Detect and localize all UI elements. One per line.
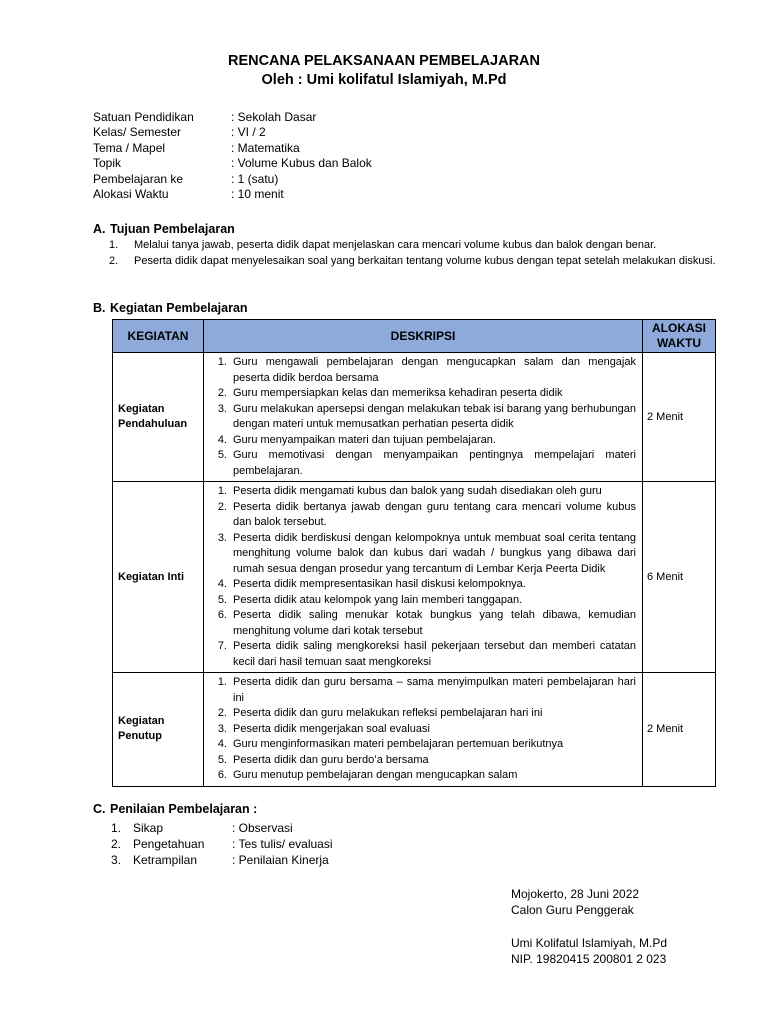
list-item — [111, 852, 333, 868]
identity-row — [93, 156, 372, 171]
learning-goals-list — [109, 238, 719, 269]
activity-description — [204, 482, 643, 673]
activity-name: Kegiatan Penutup — [113, 673, 204, 787]
activity-description — [204, 353, 643, 482]
step-text: Guru menutup pembelajaran dengan mengucapkan salam — [233, 769, 518, 781]
identity-value: : 1 (satu) — [231, 171, 279, 186]
step-number: 5. — [217, 753, 227, 766]
header-kegiatan: KEGIATAN — [113, 320, 204, 353]
step-number: 3. — [217, 402, 227, 415]
table-row — [113, 673, 716, 787]
step-number: 4. — [217, 578, 227, 590]
signature-place-date: Mojokerto, 28 Juni 2022 — [511, 887, 640, 901]
step-item — [208, 402, 636, 433]
step-text: Guru melakukan apersepsi dengan melakukan tebak isi barang yang berhubungan dengan materi untuk memusatkan perhatian peserta didik — [233, 402, 636, 430]
step-text: Guru menyampaikan materi dan tujuan pembelajaran. — [233, 433, 496, 446]
step-item — [208, 355, 636, 386]
step-number: 1. — [217, 485, 227, 497]
step-item — [208, 737, 636, 753]
identity-label: Alokasi Waktu — [93, 186, 169, 201]
step-item — [208, 768, 636, 784]
step-number: 1. — [217, 676, 227, 688]
step-text: Peserta didik dan guru berdo’a bersama — [233, 753, 429, 766]
identity-label: Pembelajaran ke — [93, 171, 184, 186]
step-text: Peserta didik dan guru melakukan refleksi pembelajaran hari ini — [233, 707, 543, 719]
list-number: 3. — [111, 853, 122, 867]
activity-name: Kegiatan Pendahuluan — [113, 353, 204, 482]
assessment-value: : Observasi — [232, 821, 293, 835]
list-number: 1. — [111, 821, 122, 835]
list-number: 2. — [109, 254, 119, 267]
identity-block — [93, 110, 372, 202]
step-number: 2. — [217, 707, 227, 719]
header-alokasi: ALOKASI WAKTU — [643, 320, 716, 353]
step-number: 5. — [217, 593, 227, 606]
activity-description — [204, 673, 643, 787]
list-text: Melalui tanya jawab, peserta didik dapat menjelaskan cara mencari volume kubus dan balok dengan benar. — [134, 239, 657, 251]
identity-value: : Matematika — [231, 140, 300, 155]
step-number: 7. — [217, 640, 227, 652]
section-letter: C. — [93, 802, 106, 816]
activity-duration: 6 Menit — [643, 482, 716, 673]
step-item — [208, 722, 636, 738]
step-text: Peserta didik mengerjakan soal evaluasi — [233, 722, 430, 735]
step-number: 2. — [217, 500, 227, 513]
step-text: Peserta didik saling menukar kotak bungkus yang telah dibawa, kemudian menghitung volume dari kotak tersebut — [233, 609, 636, 637]
step-text: Peserta didik dan guru bersama – sama menyimpulkan materi pembelajaran hari ini — [233, 676, 636, 704]
step-item — [208, 675, 636, 706]
step-item — [208, 639, 636, 670]
step-number: 1. — [217, 356, 227, 368]
signature-nip: NIP. 19820415 200801 2 023 — [511, 952, 667, 966]
step-text: Peserta didik saling mengkoreksi hasil pekerjaan tersebut dan memberi catatan kecil dari hasil temuan saat mengkoreksi — [233, 640, 636, 668]
header-deskripsi: DESKRIPSI — [204, 320, 643, 353]
section-a-heading — [93, 222, 235, 236]
step-text: Peserta didik bertanya jawab dengan guru tentang cara mencari volume kubus dan balok tersebut. — [233, 500, 636, 528]
step-item — [208, 593, 636, 609]
step-item — [208, 386, 636, 402]
step-item — [208, 753, 636, 769]
table-header-row — [113, 320, 716, 353]
section-b-heading — [93, 301, 248, 315]
step-number: 3. — [217, 722, 227, 735]
section-c-heading — [93, 802, 257, 816]
identity-label: Kelas/ Semester — [93, 125, 182, 140]
list-item — [109, 238, 719, 253]
signature-block — [511, 886, 667, 967]
identity-label: Satuan Pendidikan — [93, 110, 194, 124]
step-item — [208, 706, 636, 722]
step-number: 5. — [217, 449, 227, 461]
document-author-line: Oleh : Umi kolifatul Islamiyah, M.Pd — [261, 72, 507, 88]
activity-duration: 2 Menit — [643, 353, 716, 482]
identity-value: : 10 menit — [231, 186, 284, 201]
step-item — [208, 577, 636, 593]
identity-value: : Volume Kubus dan Balok — [231, 156, 372, 171]
step-item — [208, 433, 636, 449]
step-number: 6. — [217, 769, 227, 781]
table-row — [113, 353, 716, 482]
section-title: Kegiatan Pembelajaran — [110, 301, 248, 315]
identity-label: Tema / Mapel — [93, 140, 166, 155]
identity-row — [93, 172, 372, 187]
identity-label: Topik — [93, 156, 122, 171]
section-title: Tujuan Pembelajaran — [110, 222, 235, 236]
assessment-label: Pengetahuan — [133, 837, 205, 851]
section-letter: B. — [93, 301, 106, 315]
identity-row — [93, 110, 372, 125]
step-text: Peserta didik mengamati kubus dan balok yang sudah disediakan oleh guru — [233, 485, 602, 497]
step-item — [208, 484, 636, 500]
step-number: 6. — [217, 609, 227, 621]
assessment-label: Sikap — [133, 821, 164, 835]
step-text: Guru memotivasi dengan menyampaikan pentingnya mempelajari materi pembelajaran. — [233, 449, 636, 477]
step-number: 4. — [217, 433, 227, 446]
step-number: 2. — [217, 387, 227, 399]
activities-table — [112, 319, 716, 787]
document-title: RENCANA PELAKSANAAN PEMBELAJARAN — [227, 53, 541, 69]
step-text: Guru menginformasikan materi pembelajaran pertemuan berikutnya — [233, 738, 564, 750]
step-item — [208, 608, 636, 639]
assessment-label: Ketrampilan — [133, 853, 198, 867]
step-number: 4. — [217, 738, 227, 750]
list-item — [111, 820, 333, 836]
step-item — [208, 531, 636, 578]
identity-value: : VI / 2 — [231, 125, 266, 140]
step-text: Peserta didik mempresentasikan hasil diskusi kelompoknya. — [233, 578, 526, 590]
step-item — [208, 500, 636, 531]
step-text: Guru mempersiapkan kelas dan memeriksa kehadiran peserta didik — [233, 387, 563, 399]
step-text: Peserta didik berdiskusi dengan kelompoknya untuk membuat soal cerita tentang menghitung volume balok dan kubus dari wadah / bungkus yang dibawa dari rumah sesua dengan prosedur yang tercantum di Lembar Kerja Peerta Didik — [233, 531, 636, 575]
identity-row — [93, 141, 372, 156]
assessment-value: : Penilaian Kinerja — [232, 853, 329, 867]
step-text: Peserta didik atau kelompok yang lain memberi tanggapan. — [233, 593, 523, 606]
list-number: 1. — [109, 239, 119, 251]
step-text: Guru mengawali pembelajaran dengan mengucapkan salam dan mengajak peserta didik berdoa bersama — [233, 356, 636, 384]
identity-row — [93, 125, 372, 140]
step-item — [208, 448, 636, 479]
activity-name: Kegiatan Inti — [113, 482, 204, 673]
list-item — [109, 254, 719, 269]
section-letter: A. — [93, 222, 106, 236]
identity-value: : Sekolah Dasar — [231, 110, 317, 124]
signature-name: Umi Kolifatul Islamiyah, M.Pd — [511, 936, 668, 950]
activity-duration: 2 Menit — [643, 673, 716, 787]
signature-role: Calon Guru Penggerak — [511, 903, 634, 917]
section-title: Penilaian Pembelajaran : — [110, 802, 258, 816]
table-row — [113, 482, 716, 673]
step-number: 3. — [217, 531, 227, 544]
assessment-list — [111, 820, 333, 868]
list-number: 2. — [111, 837, 122, 851]
assessment-value: : Tes tulis/ evaluasi — [232, 837, 333, 851]
list-text: Peserta didik dapat menyelesaikan soal yang berkaitan tentang volume kubus dengan tepat setelah melakukan diskusi. — [134, 254, 716, 267]
identity-row — [93, 187, 372, 202]
list-item — [111, 836, 333, 852]
